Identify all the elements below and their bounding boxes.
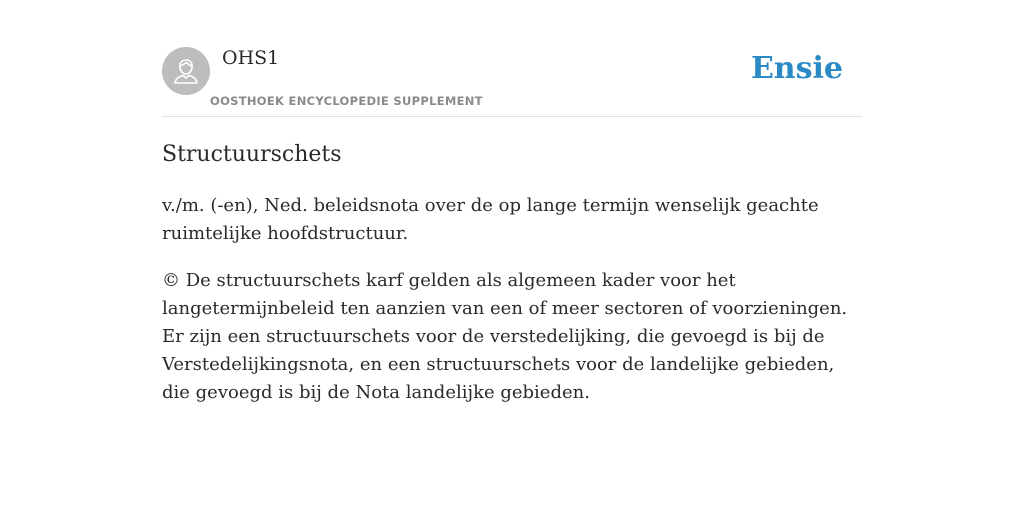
- entry-header: [162, 0, 862, 117]
- entry-paragraph: v./m. (-en), Ned. beleidsnota over de op lange termijn wenselijk geachte ruimtelijke hoofdstructuur.: [162, 195, 819, 244]
- entry-body: [162, 192, 862, 426]
- user-avatar-icon[interactable]: [162, 47, 210, 95]
- entry-paragraph: © De structuurschets karf gelden als algemeen kader voor het langetermijnbeleid ten aanzien van een of meer sectoren of voorzieningen. Er zijn een structuurschets voor de verstedelijking, die gevoegd is bij de Verstedelijkingsnota, en een structuurschets voor de landelijke gebieden, die gevoegd is bij de Nota landelijke gebieden.: [162, 270, 848, 403]
- brand-logo[interactable]: Ensie: [750, 51, 843, 86]
- entry-title: Structuurschets: [162, 142, 342, 167]
- author-name[interactable]: OHS1: [222, 47, 280, 69]
- page-container: [162, 0, 862, 403]
- source-label[interactable]: OOSTHOEK ENCYCLOPEDIE SUPPLEMENT: [210, 94, 483, 108]
